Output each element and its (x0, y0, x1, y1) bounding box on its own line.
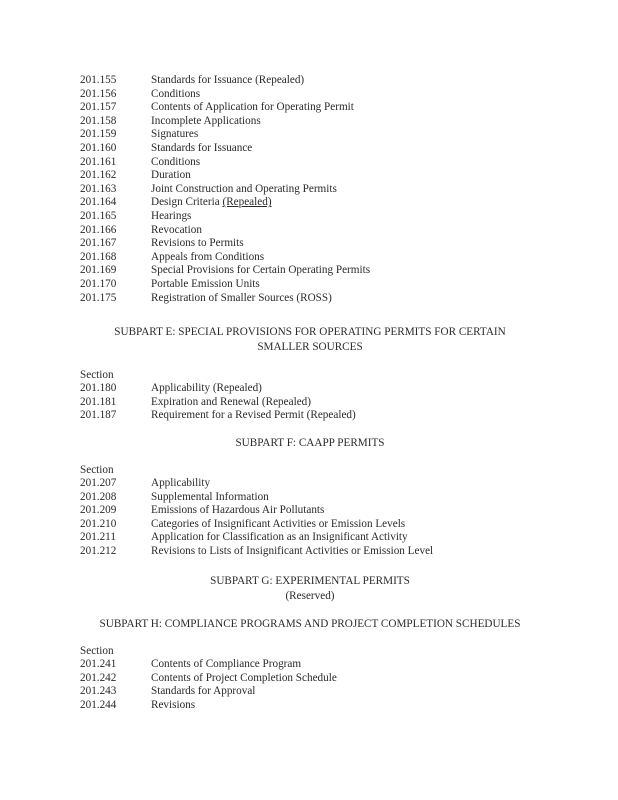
section-list-subpart-h (80, 644, 550, 712)
section-title: Standards for Issuance (Repealed) (151, 74, 305, 86)
section-title: Revisions to Permits (151, 237, 244, 250)
section-number: 201.156 (80, 87, 117, 100)
section-title: Contents of Project Completion Schedule (151, 671, 337, 684)
subpart-g-subheading: (Reserved) (285, 589, 335, 602)
list-item (80, 237, 550, 251)
section-number: 201.241 (80, 658, 117, 670)
section-number: 201.159 (80, 128, 117, 141)
section-title (151, 196, 550, 210)
section-label: Section (80, 464, 114, 476)
list-item (80, 292, 550, 306)
section-title: Incomplete Applications (151, 114, 261, 127)
section-title: Revisions (151, 698, 196, 711)
section-title: Standards for Approval (151, 685, 256, 698)
section-number: 201.181 (80, 395, 117, 408)
section-title-text: Design Criteria (151, 196, 220, 209)
section-label: Section (80, 369, 114, 381)
section-number: 201.165 (80, 209, 117, 222)
list-item (80, 518, 550, 532)
list-item (80, 210, 550, 224)
section-title: Hearings (151, 209, 192, 222)
section-title: Portable Emission Units (151, 277, 260, 290)
list-item (80, 409, 550, 423)
section-number: 201.158 (80, 114, 117, 127)
section-title: Duration (151, 169, 191, 182)
list-item (80, 545, 550, 559)
section-number: 201.155 (80, 74, 117, 86)
section-number: 201.167 (80, 237, 117, 250)
section-number: 201.243 (80, 685, 117, 698)
section-number: 201.210 (80, 517, 117, 530)
list-item (80, 396, 550, 410)
section-number: 201.157 (80, 101, 117, 114)
section-number: 201.164 (80, 196, 117, 209)
list-item (80, 128, 550, 142)
section-number: 201.160 (80, 141, 117, 154)
section-title: Conditions (151, 155, 201, 168)
list-item (80, 278, 550, 292)
section-title: Expiration and Renewal (Repealed) (151, 395, 311, 408)
section-title: Contents of Compliance Program (151, 658, 302, 670)
subpart-f-heading (60, 436, 560, 451)
list-item (80, 224, 550, 238)
subpart-f-heading-text: SUBPART F: CAAPP PERMITS (235, 437, 385, 449)
list-item (80, 699, 550, 713)
list-item (80, 531, 550, 545)
section-number: 201.209 (80, 504, 117, 517)
section-list-subpart-e (80, 368, 550, 423)
section-title: Standards for Issuance (151, 141, 253, 154)
section-title: Requirement for a Revised Permit (Repealed) (151, 409, 356, 422)
subpart-e-heading (60, 325, 560, 354)
subpart-g-heading (60, 574, 560, 603)
section-number: 201.242 (80, 671, 117, 684)
section-number: 201.187 (80, 409, 117, 422)
list-item (80, 183, 550, 197)
section-number: 201.175 (80, 291, 117, 304)
section-title: Categories of Insignificant Activities or Emission Levels (151, 517, 406, 530)
section-number: 201.169 (80, 264, 117, 277)
section-title: Conditions (151, 87, 201, 100)
section-number: 201.180 (80, 382, 117, 394)
subpart-e-heading-line2: SMALLER SOURCES (257, 340, 363, 353)
repealed-note: (Repealed) (222, 196, 272, 209)
section-title: Emissions of Hazardous Air Pollutants (151, 504, 325, 517)
subpart-h-heading (60, 617, 560, 632)
section-title: Supplemental Information (151, 490, 269, 503)
list-item (80, 74, 550, 88)
section-title: Revisions to Lists of Insignificant Activities or Emission Level (151, 544, 434, 557)
section-title: Appeals from Conditions (151, 250, 265, 263)
section-number: 201.166 (80, 223, 117, 236)
section-number: 201.244 (80, 698, 117, 711)
list-item (80, 251, 550, 265)
section-list-subpart-d (80, 74, 550, 305)
section-number: 201.162 (80, 169, 117, 182)
subpart-h-heading-text: SUBPART H: COMPLIANCE PROGRAMS AND PROJECT COMPLETION SCHEDULES (99, 618, 521, 630)
list-item (80, 382, 550, 396)
section-title: Contents of Application for Operating Permit (151, 101, 354, 114)
section-title: Applicability (151, 477, 211, 489)
list-item (80, 196, 550, 210)
section-number: 201.161 (80, 155, 117, 168)
list-item (80, 685, 550, 699)
section-title: Joint Construction and Operating Permits (151, 182, 337, 195)
list-item (80, 88, 550, 102)
section-number: 201.207 (80, 477, 117, 489)
section-title: Registration of Smaller Sources (ROSS) (151, 291, 332, 304)
list-item (80, 504, 550, 518)
section-title: Signatures (151, 128, 199, 141)
subpart-e-heading-line1: SUBPART E: SPECIAL PROVISIONS FOR OPERATING PERMITS FOR CERTAIN (114, 326, 506, 338)
list-item (80, 672, 550, 686)
section-title: Revocation (151, 223, 202, 236)
section-label: Section (80, 645, 114, 657)
section-list-subpart-f (80, 463, 550, 559)
section-title: Application for Classification as an Insignificant Activity (151, 531, 408, 544)
section-number: 201.211 (80, 531, 116, 544)
list-item (80, 156, 550, 170)
subpart-g-heading-text: SUBPART G: EXPERIMENTAL PERMITS (210, 575, 410, 587)
list-item (80, 142, 550, 156)
list-item (80, 101, 550, 115)
list-item (80, 264, 550, 278)
section-number: 201.170 (80, 277, 117, 290)
list-item (80, 115, 550, 129)
section-number: 201.212 (80, 544, 117, 557)
list-item (80, 658, 550, 672)
section-title: Special Provisions for Certain Operating Permits (151, 264, 371, 277)
section-number: 201.208 (80, 490, 117, 503)
list-item (80, 491, 550, 505)
list-item (80, 477, 550, 491)
section-number: 201.163 (80, 182, 117, 195)
section-title: Applicability (Repealed) (151, 382, 262, 394)
section-number: 201.168 (80, 250, 117, 263)
list-item (80, 169, 550, 183)
